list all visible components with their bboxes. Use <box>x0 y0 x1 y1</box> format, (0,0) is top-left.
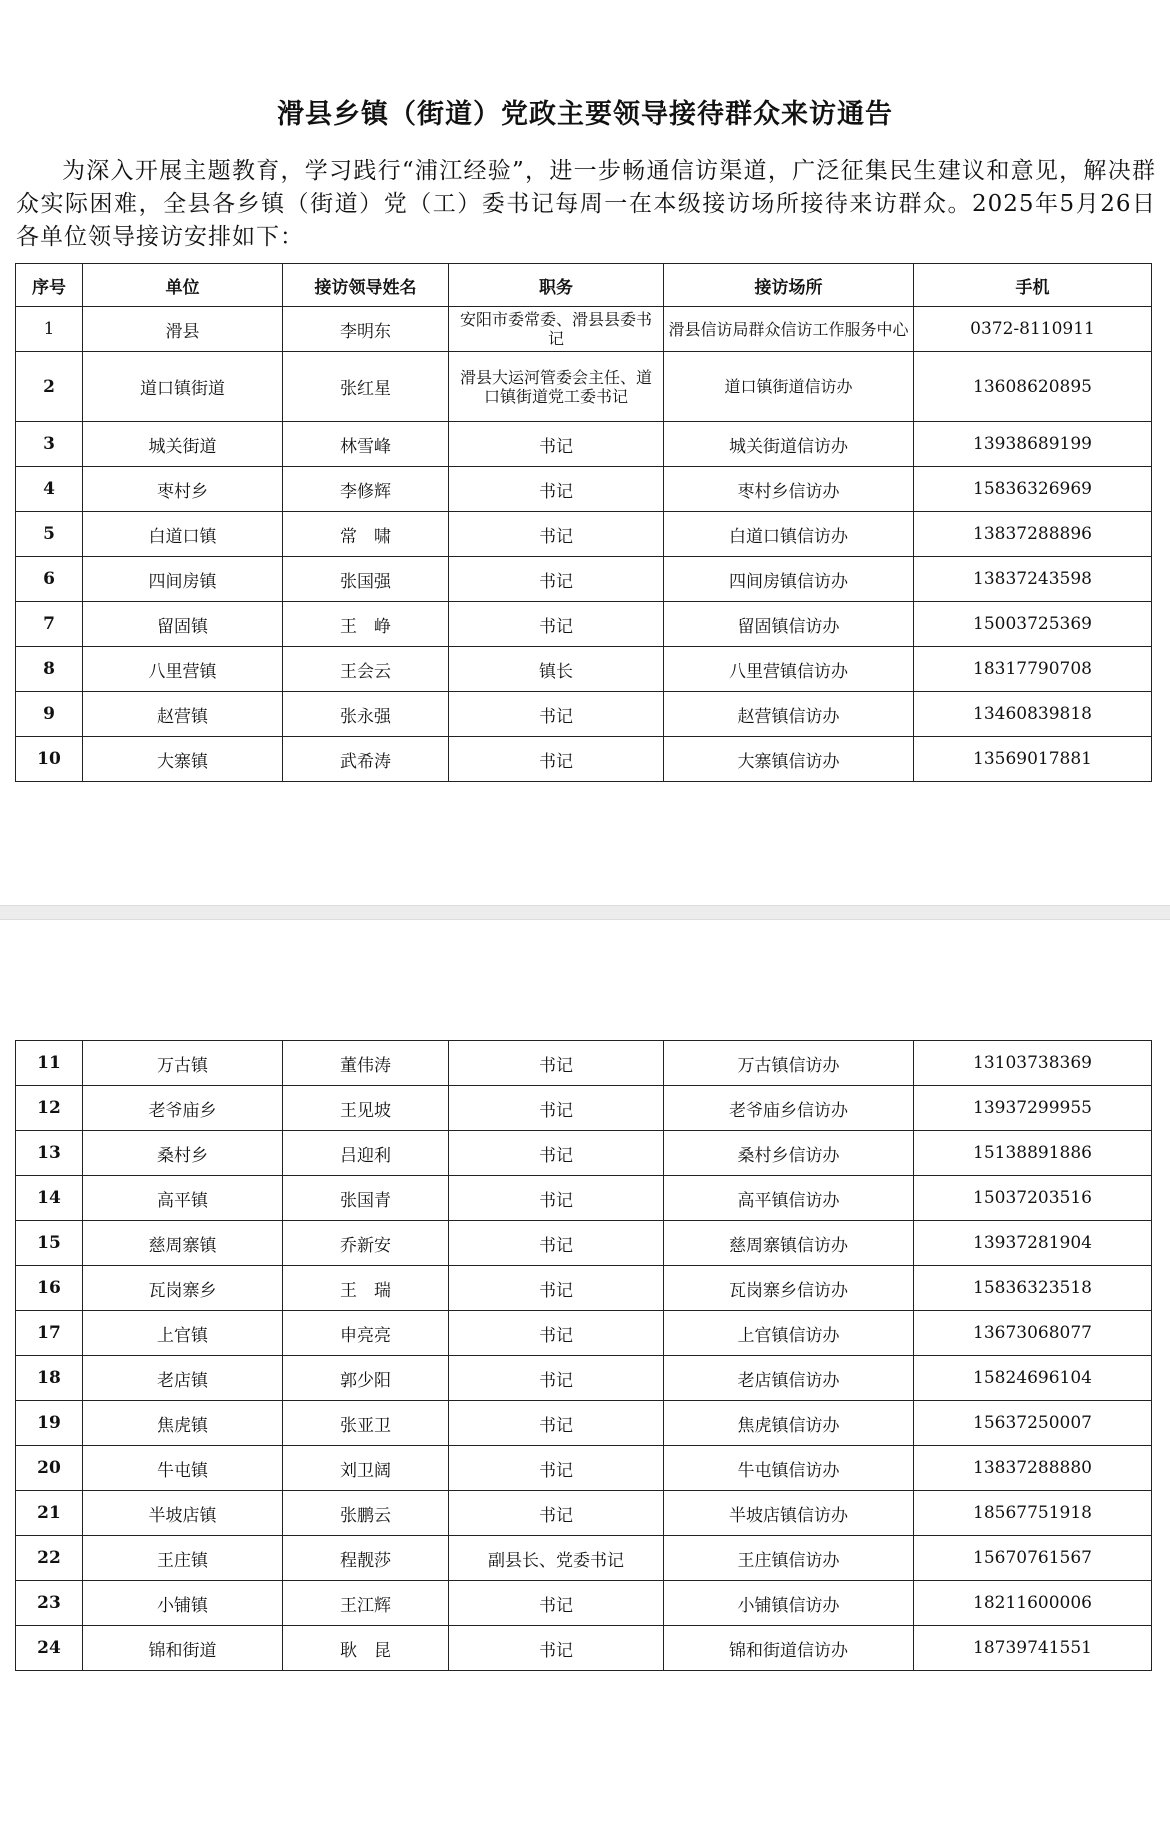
cell-leader-name: 王见坡 <box>283 1086 449 1131</box>
cell-unit: 大寨镇 <box>83 737 283 782</box>
cell-position: 书记 <box>449 1041 664 1086</box>
cell-position: 书记 <box>449 422 664 467</box>
cell-unit: 八里营镇 <box>83 647 283 692</box>
cell-phone: 15824696104 <box>914 1356 1152 1401</box>
header-leader-name: 接访领导姓名 <box>283 264 449 307</box>
cell-leader-name: 张国强 <box>283 557 449 602</box>
cell-leader-name: 董伟涛 <box>283 1041 449 1086</box>
cell-position: 书记 <box>449 1401 664 1446</box>
header-reception-place: 接访场所 <box>664 264 914 307</box>
table-row <box>16 1311 1152 1356</box>
cell-reception-place: 老店镇信访办 <box>664 1356 914 1401</box>
cell-position: 书记 <box>449 1581 664 1626</box>
cell-phone: 13103738369 <box>914 1041 1152 1086</box>
cell-leader-name: 林雪峰 <box>283 422 449 467</box>
header-index: 序号 <box>16 264 83 307</box>
cell-reception-place: 枣村乡信访办 <box>664 467 914 512</box>
cell-phone: 13837288880 <box>914 1446 1152 1491</box>
cell-position: 书记 <box>449 1311 664 1356</box>
cell-position: 书记 <box>449 1131 664 1176</box>
cell-reception-place: 白道口镇信访办 <box>664 512 914 557</box>
cell-leader-name: 张亚卫 <box>283 1401 449 1446</box>
cell-reception-place: 焦虎镇信访办 <box>664 1401 914 1446</box>
table-row <box>16 422 1152 467</box>
cell-leader-name: 郭少阳 <box>283 1356 449 1401</box>
cell-unit: 锦和街道 <box>83 1626 283 1671</box>
cell-reception-place: 小铺镇信访办 <box>664 1581 914 1626</box>
table-row <box>16 1086 1152 1131</box>
cell-phone: 15637250007 <box>914 1401 1152 1446</box>
cell-phone: 18567751918 <box>914 1491 1152 1536</box>
cell-unit: 慈周寨镇 <box>83 1221 283 1266</box>
table-row <box>16 352 1152 422</box>
cell-position: 书记 <box>449 557 664 602</box>
cell-index: 8 <box>16 647 83 692</box>
cell-reception-place: 四间房镇信访办 <box>664 557 914 602</box>
table-row <box>16 602 1152 647</box>
cell-leader-name: 张永强 <box>283 692 449 737</box>
table-row <box>16 1131 1152 1176</box>
cell-unit: 王庄镇 <box>83 1536 283 1581</box>
cell-unit: 高平镇 <box>83 1176 283 1221</box>
cell-position: 书记 <box>449 1626 664 1671</box>
cell-reception-place: 万古镇信访办 <box>664 1041 914 1086</box>
cell-phone: 15003725369 <box>914 602 1152 647</box>
cell-unit: 万古镇 <box>83 1041 283 1086</box>
cell-phone: 13569017881 <box>914 737 1152 782</box>
cell-position: 书记 <box>449 737 664 782</box>
cell-position: 书记 <box>449 1356 664 1401</box>
cell-leader-name: 申亮亮 <box>283 1311 449 1356</box>
table-row <box>16 1221 1152 1266</box>
cell-index: 18 <box>16 1356 83 1401</box>
cell-reception-place: 瓦岗寨乡信访办 <box>664 1266 914 1311</box>
header-position: 职务 <box>449 264 664 307</box>
cell-phone: 13937299955 <box>914 1086 1152 1131</box>
cell-unit: 半坡店镇 <box>83 1491 283 1536</box>
cell-reception-place: 留固镇信访办 <box>664 602 914 647</box>
cell-index: 1 <box>16 307 83 352</box>
cell-unit: 牛屯镇 <box>83 1446 283 1491</box>
cell-index: 24 <box>16 1626 83 1671</box>
table-row <box>16 1266 1152 1311</box>
header-unit: 单位 <box>83 264 283 307</box>
table-row <box>16 557 1152 602</box>
cell-reception-place: 慈周寨镇信访办 <box>664 1221 914 1266</box>
cell-position: 书记 <box>449 1266 664 1311</box>
cell-phone: 13837288896 <box>914 512 1152 557</box>
cell-unit: 留固镇 <box>83 602 283 647</box>
cell-phone: 15836326969 <box>914 467 1152 512</box>
reception-schedule-table-part-1 <box>15 263 1152 782</box>
cell-position: 书记 <box>449 602 664 647</box>
table-row <box>16 1491 1152 1536</box>
cell-phone: 13937281904 <box>914 1221 1152 1266</box>
cell-reception-place: 赵营镇信访办 <box>664 692 914 737</box>
cell-unit: 城关街道 <box>83 422 283 467</box>
cell-position: 书记 <box>449 1491 664 1536</box>
cell-leader-name: 王会云 <box>283 647 449 692</box>
table-row <box>16 1041 1152 1086</box>
cell-leader-name: 张国青 <box>283 1176 449 1221</box>
cell-phone: 13608620895 <box>914 352 1152 422</box>
table-header-row <box>16 264 1152 307</box>
cell-reception-place: 上官镇信访办 <box>664 1311 914 1356</box>
table-row <box>16 1536 1152 1581</box>
cell-position: 镇长 <box>449 647 664 692</box>
cell-index: 10 <box>16 737 83 782</box>
cell-phone: 18317790708 <box>914 647 1152 692</box>
cell-index: 13 <box>16 1131 83 1176</box>
cell-leader-name: 乔新安 <box>283 1221 449 1266</box>
cell-position: 安阳市委常委、滑县县委书记 <box>449 307 664 352</box>
cell-unit: 四间房镇 <box>83 557 283 602</box>
cell-unit: 滑县 <box>83 307 283 352</box>
table-row <box>16 1626 1152 1671</box>
cell-index: 9 <box>16 692 83 737</box>
cell-index: 12 <box>16 1086 83 1131</box>
cell-leader-name: 王江辉 <box>283 1581 449 1626</box>
cell-leader-name: 耿 昆 <box>283 1626 449 1671</box>
cell-phone: 18211600006 <box>914 1581 1152 1626</box>
cell-reception-place: 滑县信访局群众信访工作服务中心 <box>664 307 914 352</box>
cell-reception-place: 高平镇信访办 <box>664 1176 914 1221</box>
cell-index: 14 <box>16 1176 83 1221</box>
cell-unit: 焦虎镇 <box>83 1401 283 1446</box>
cell-phone: 15037203516 <box>914 1176 1152 1221</box>
cell-unit: 小铺镇 <box>83 1581 283 1626</box>
cell-position: 滑县大运河管委会主任、道口镇街道党工委书记 <box>449 352 664 422</box>
cell-reception-place: 城关街道信访办 <box>664 422 914 467</box>
cell-index: 3 <box>16 422 83 467</box>
intro-paragraph: 为深入开展主题教育，学习践行“浦江经验”，进一步畅通信访渠道，广泛征集民生建议和意见，解决群众实际困难，全县各乡镇（街道）党（工）委书记每周一在本级接访场所接待来访群众。2025年5月26日各单位领导接访安排如下： <box>16 158 1156 250</box>
cell-reception-place: 牛屯镇信访办 <box>664 1446 914 1491</box>
document-page-1 <box>0 0 1170 905</box>
cell-leader-name: 张红星 <box>283 352 449 422</box>
cell-leader-name: 张鹏云 <box>283 1491 449 1536</box>
cell-position: 书记 <box>449 467 664 512</box>
table-row <box>16 1401 1152 1446</box>
cell-index: 21 <box>16 1491 83 1536</box>
cell-reception-place: 锦和街道信访办 <box>664 1626 914 1671</box>
cell-index: 5 <box>16 512 83 557</box>
cell-leader-name: 李修辉 <box>283 467 449 512</box>
cell-position: 书记 <box>449 512 664 557</box>
cell-phone: 15670761567 <box>914 1536 1152 1581</box>
cell-position: 书记 <box>449 1221 664 1266</box>
cell-index: 6 <box>16 557 83 602</box>
table-row <box>16 1581 1152 1626</box>
cell-leader-name: 王 峥 <box>283 602 449 647</box>
cell-leader-name: 吕迎利 <box>283 1131 449 1176</box>
cell-index: 16 <box>16 1266 83 1311</box>
cell-unit: 桑村乡 <box>83 1131 283 1176</box>
cell-position: 书记 <box>449 1086 664 1131</box>
header-phone: 手机 <box>914 264 1152 307</box>
cell-unit: 老店镇 <box>83 1356 283 1401</box>
cell-phone: 13837243598 <box>914 557 1152 602</box>
cell-unit: 道口镇街道 <box>83 352 283 422</box>
cell-index: 20 <box>16 1446 83 1491</box>
table-row <box>16 692 1152 737</box>
cell-position: 副县长、党委书记 <box>449 1536 664 1581</box>
cell-reception-place: 大寨镇信访办 <box>664 737 914 782</box>
cell-reception-place: 半坡店镇信访办 <box>664 1491 914 1536</box>
cell-leader-name: 程靓莎 <box>283 1536 449 1581</box>
cell-phone: 0372-8110911 <box>914 307 1152 352</box>
cell-phone: 13460839818 <box>914 692 1152 737</box>
cell-reception-place: 老爷庙乡信访办 <box>664 1086 914 1131</box>
cell-index: 22 <box>16 1536 83 1581</box>
cell-reception-place: 八里营镇信访办 <box>664 647 914 692</box>
table-row <box>16 512 1152 557</box>
cell-index: 4 <box>16 467 83 512</box>
cell-index: 2 <box>16 352 83 422</box>
cell-unit: 赵营镇 <box>83 692 283 737</box>
cell-index: 19 <box>16 1401 83 1446</box>
cell-reception-place: 王庄镇信访办 <box>664 1536 914 1581</box>
cell-phone: 18739741551 <box>914 1626 1152 1671</box>
cell-leader-name: 李明东 <box>283 307 449 352</box>
table-row <box>16 1176 1152 1221</box>
cell-index: 23 <box>16 1581 83 1626</box>
cell-unit: 枣村乡 <box>83 467 283 512</box>
cell-phone: 13938689199 <box>914 422 1152 467</box>
page-separator <box>0 905 1170 920</box>
cell-leader-name: 王 瑞 <box>283 1266 449 1311</box>
cell-index: 15 <box>16 1221 83 1266</box>
cell-unit: 上官镇 <box>83 1311 283 1356</box>
cell-position: 书记 <box>449 1176 664 1221</box>
document-page-2 <box>0 920 1170 1837</box>
cell-unit: 瓦岗寨乡 <box>83 1266 283 1311</box>
table-row <box>16 737 1152 782</box>
table-row <box>16 647 1152 692</box>
cell-unit: 白道口镇 <box>83 512 283 557</box>
cell-unit: 老爷庙乡 <box>83 1086 283 1131</box>
table-row <box>16 467 1152 512</box>
table-row <box>16 307 1152 352</box>
cell-reception-place: 桑村乡信访办 <box>664 1131 914 1176</box>
cell-phone: 15836323518 <box>914 1266 1152 1311</box>
cell-leader-name: 武希涛 <box>283 737 449 782</box>
cell-phone: 15138891886 <box>914 1131 1152 1176</box>
cell-leader-name: 常 啸 <box>283 512 449 557</box>
cell-index: 17 <box>16 1311 83 1356</box>
table-row <box>16 1356 1152 1401</box>
cell-position: 书记 <box>449 692 664 737</box>
page-title: 滑县乡镇（街道）党政主要领导接待群众来访通告 <box>277 99 893 130</box>
table-row <box>16 1446 1152 1491</box>
cell-index: 7 <box>16 602 83 647</box>
cell-phone: 13673068077 <box>914 1311 1152 1356</box>
cell-leader-name: 刘卫阔 <box>283 1446 449 1491</box>
cell-reception-place: 道口镇街道信访办 <box>664 352 914 422</box>
cell-index: 11 <box>16 1041 83 1086</box>
cell-position: 书记 <box>449 1446 664 1491</box>
reception-schedule-table-part-2 <box>15 1040 1152 1671</box>
